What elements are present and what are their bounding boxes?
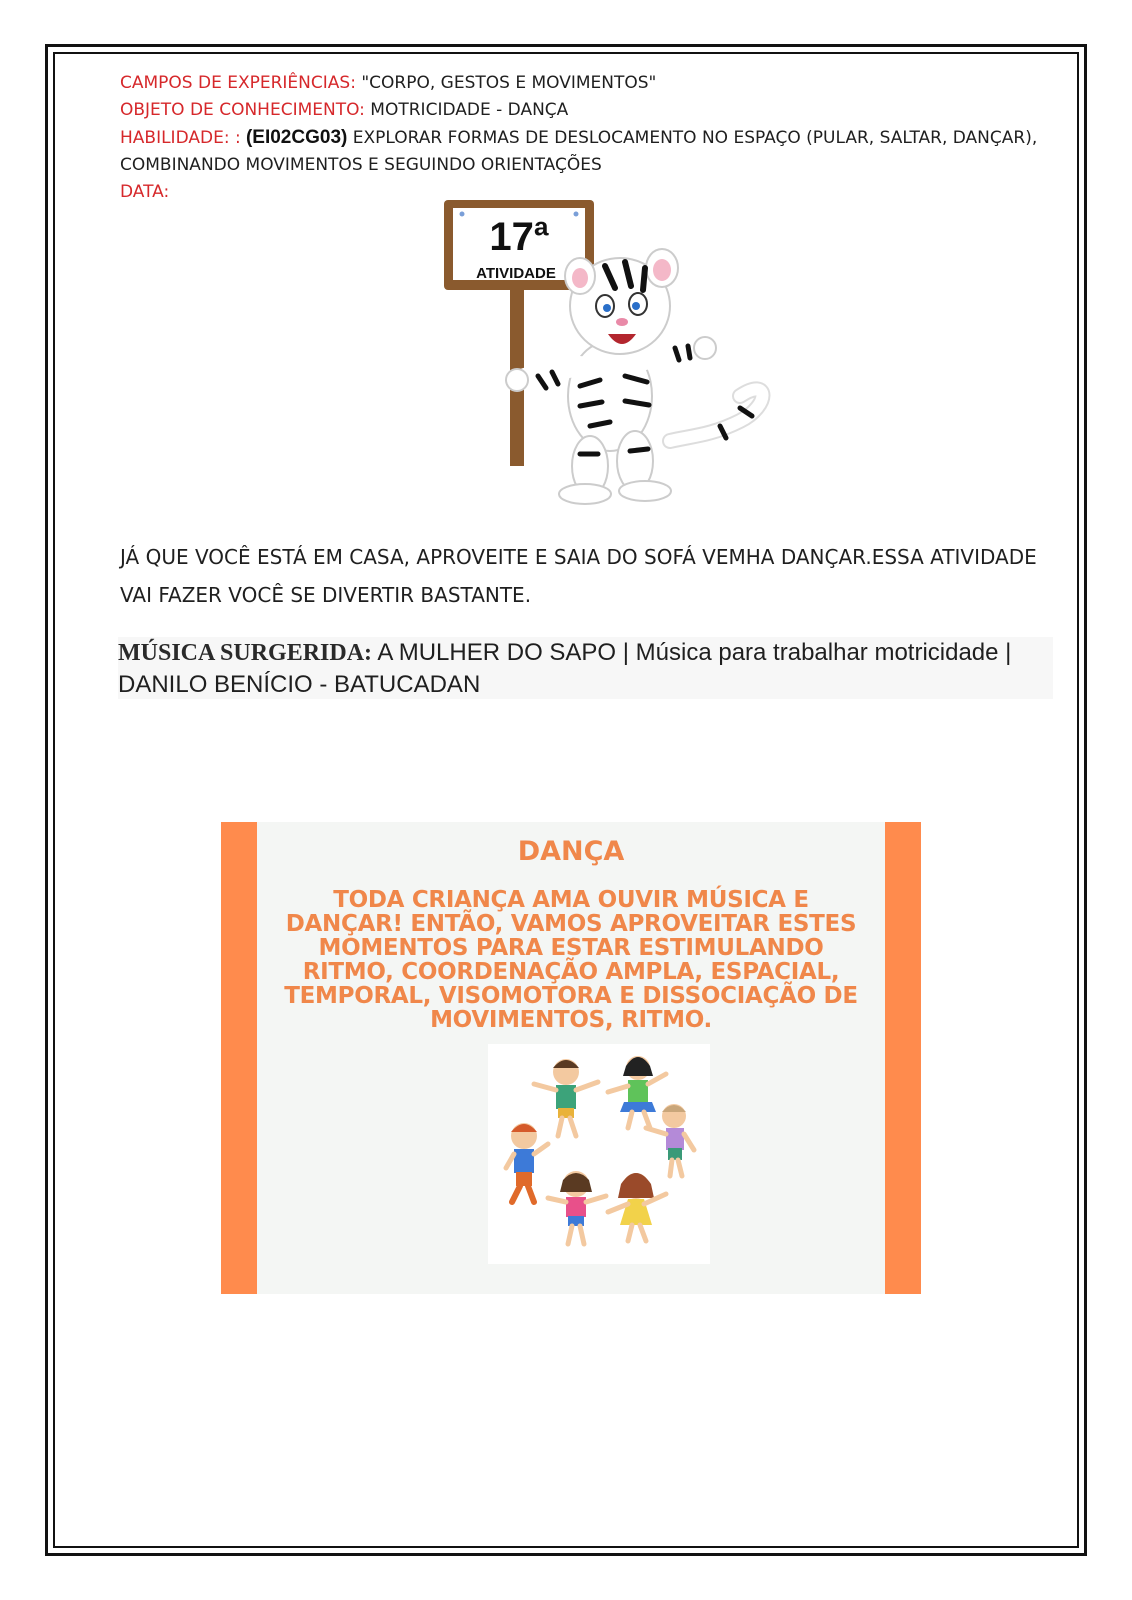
kid-figure-4: [506, 1123, 548, 1202]
music-text: [118, 637, 1053, 700]
tiger-sign-illustration: [440, 196, 780, 511]
sign-label: ATIVIDADE: [476, 265, 556, 282]
objeto-line: [120, 97, 1060, 124]
dance-card-line: DANÇAR! ENTÃO, VAMOS APROVEITAR ESTES: [285, 911, 857, 937]
sign-number: 17ª: [489, 215, 549, 259]
campos-line: [120, 70, 1060, 97]
dance-card-body: [257, 888, 885, 1032]
dance-card-line: MOVIMENTOS, RITMO.: [430, 1007, 712, 1033]
habilidade-line: [120, 124, 1060, 179]
dance-card-line: TODA CRIANÇA AMA OUVIR MÚSICA E: [333, 887, 809, 913]
kid-figure-1: [534, 1059, 598, 1136]
dance-card-line: TEMPORAL, VISOMOTORA E DISSOCIAÇÃO DE: [284, 983, 858, 1009]
intro-text: JÁ QUE VOCÊ ESTÁ EM CASA, APROVEITE E SAIA DO SOFÁ VEMHA DANÇAR.ESSA ATIVIDADE VAI FAZER VOCÊ SE DIVERTIR BASTANTE.: [120, 545, 1037, 607]
kid-figure-6: [608, 1173, 666, 1241]
kid-figure-5: [548, 1171, 606, 1244]
dance-card-inner: [257, 822, 885, 1294]
habilidade-label: HABILIDADE: :: [120, 128, 241, 148]
music-label: MÚSICA SURGERIDA:: [118, 640, 373, 666]
objeto-value: MOTRICIDADE - DANÇA: [364, 100, 569, 120]
music-suggestion: [118, 637, 1053, 699]
habilidade-value: EXPLORAR FORMAS DE DESLOCAMENTO NO ESPAÇO (PULAR, SALTAR, DANÇAR), COMBINANDO MOVIMENTOS E SEGUINDO ORIENTAÇÕES: [120, 128, 1038, 175]
dance-card-line: RITMO, COORDENAÇÃO AMPLA, ESPACIAL,: [302, 959, 840, 985]
kid-figure-3: [646, 1104, 694, 1176]
music-title: A MULHER DO SAPO | Música para trabalhar motricidade | DANILO BENÍCIO - BATUCADAN: [118, 639, 1012, 698]
dance-card: [221, 822, 921, 1294]
objeto-label: OBJETO DE CONHECIMENTO:: [120, 100, 365, 120]
dance-card-title: DANÇA: [517, 836, 625, 867]
activity-header: [120, 70, 1060, 206]
sign-post: [510, 266, 524, 466]
campos-label: CAMPOS DE EXPERIÊNCIAS:: [120, 73, 356, 93]
data-label: DATA:: [120, 182, 170, 202]
kid-figure-2: [608, 1056, 666, 1128]
campos-value: "CORPO, GESTOS E MOVIMENTOS": [355, 73, 657, 93]
habilidade-code: (EI02CG03): [240, 127, 348, 148]
dance-card-line: MOMENTOS PARA ESTAR ESTIMULANDO: [318, 935, 824, 961]
dancing-kids-illustration: [488, 1044, 710, 1264]
